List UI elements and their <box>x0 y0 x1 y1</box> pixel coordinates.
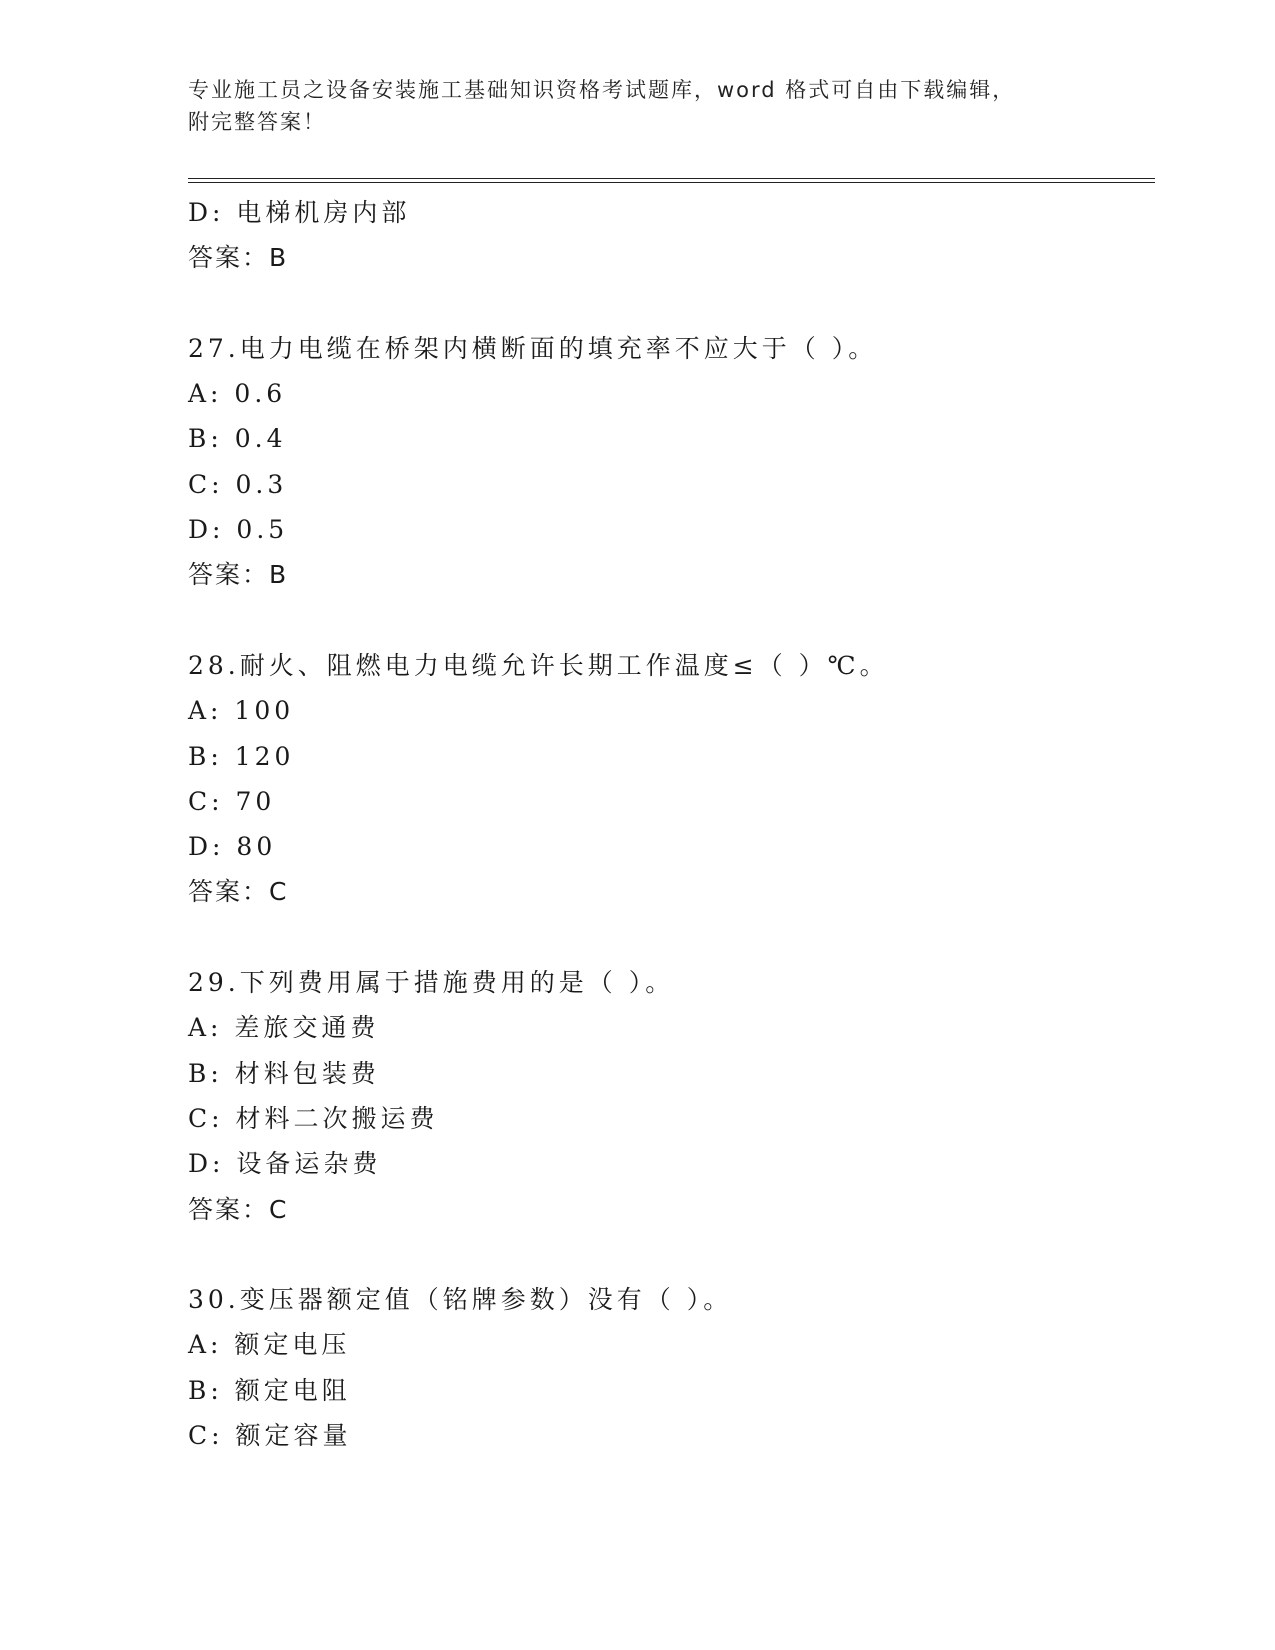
answer-line: 答案：B <box>188 243 289 273</box>
spacer <box>188 915 1155 960</box>
question-block-26 <box>188 190 1155 281</box>
option-a: A: 0.6 <box>188 379 287 409</box>
option-a: A: 100 <box>188 696 295 726</box>
question-stem: 29.下列费用属于措施费用的是（ ）。 <box>188 968 675 998</box>
option-c: C: 材料二次搬运费 <box>188 1103 439 1133</box>
question-stem: 28.耐火、阻燃电力电缆允许长期工作温度≤（ ）℃。 <box>188 650 889 680</box>
header-title-line-1: 专业施工员之设备安装施工基础知识资格考试题库，word 格式可自由下载编辑， <box>188 78 1016 102</box>
answer-line: 答案：C <box>188 877 289 907</box>
header-title-line-2: 附完整答案！ <box>188 110 326 134</box>
spacer <box>188 598 1155 643</box>
option-b: B: 0.4 <box>188 424 287 454</box>
header-divider-bottom <box>188 182 1155 183</box>
question-block-28 <box>188 643 1155 915</box>
question-block-27 <box>188 326 1155 598</box>
document-header <box>188 74 1088 138</box>
option-d: D: 80 <box>188 832 277 862</box>
option-d: D: 0.5 <box>188 515 289 545</box>
question-stem: 30.变压器额定值（铭牌参数）没有（ ）。 <box>188 1285 733 1315</box>
answer-line: 答案：B <box>188 560 289 590</box>
option-a: A: 差旅交通费 <box>188 1013 380 1043</box>
option-c: C: 70 <box>188 786 276 816</box>
option-c: C: 额定容量 <box>188 1421 352 1451</box>
spacer <box>188 281 1155 326</box>
option-d: D: 设备运杂费 <box>188 1149 382 1179</box>
option-d: D: 电梯机房内部 <box>188 198 411 227</box>
question-block-30 <box>188 1277 1155 1458</box>
option-b: B: 120 <box>188 741 295 771</box>
spacer <box>188 1232 1155 1277</box>
option-a: A: 额定电压 <box>188 1330 351 1360</box>
question-list <box>188 190 1155 1458</box>
option-b: B: 材料包装费 <box>188 1058 380 1088</box>
option-c: C: 0.3 <box>188 469 288 499</box>
answer-line: 答案：C <box>188 1194 289 1224</box>
question-stem: 27.电力电缆在桥架内横断面的填充率不应大于（ ）。 <box>188 333 878 363</box>
question-block-29 <box>188 960 1155 1232</box>
option-b: B: 额定电阻 <box>188 1375 351 1405</box>
header-divider-top <box>188 178 1155 179</box>
